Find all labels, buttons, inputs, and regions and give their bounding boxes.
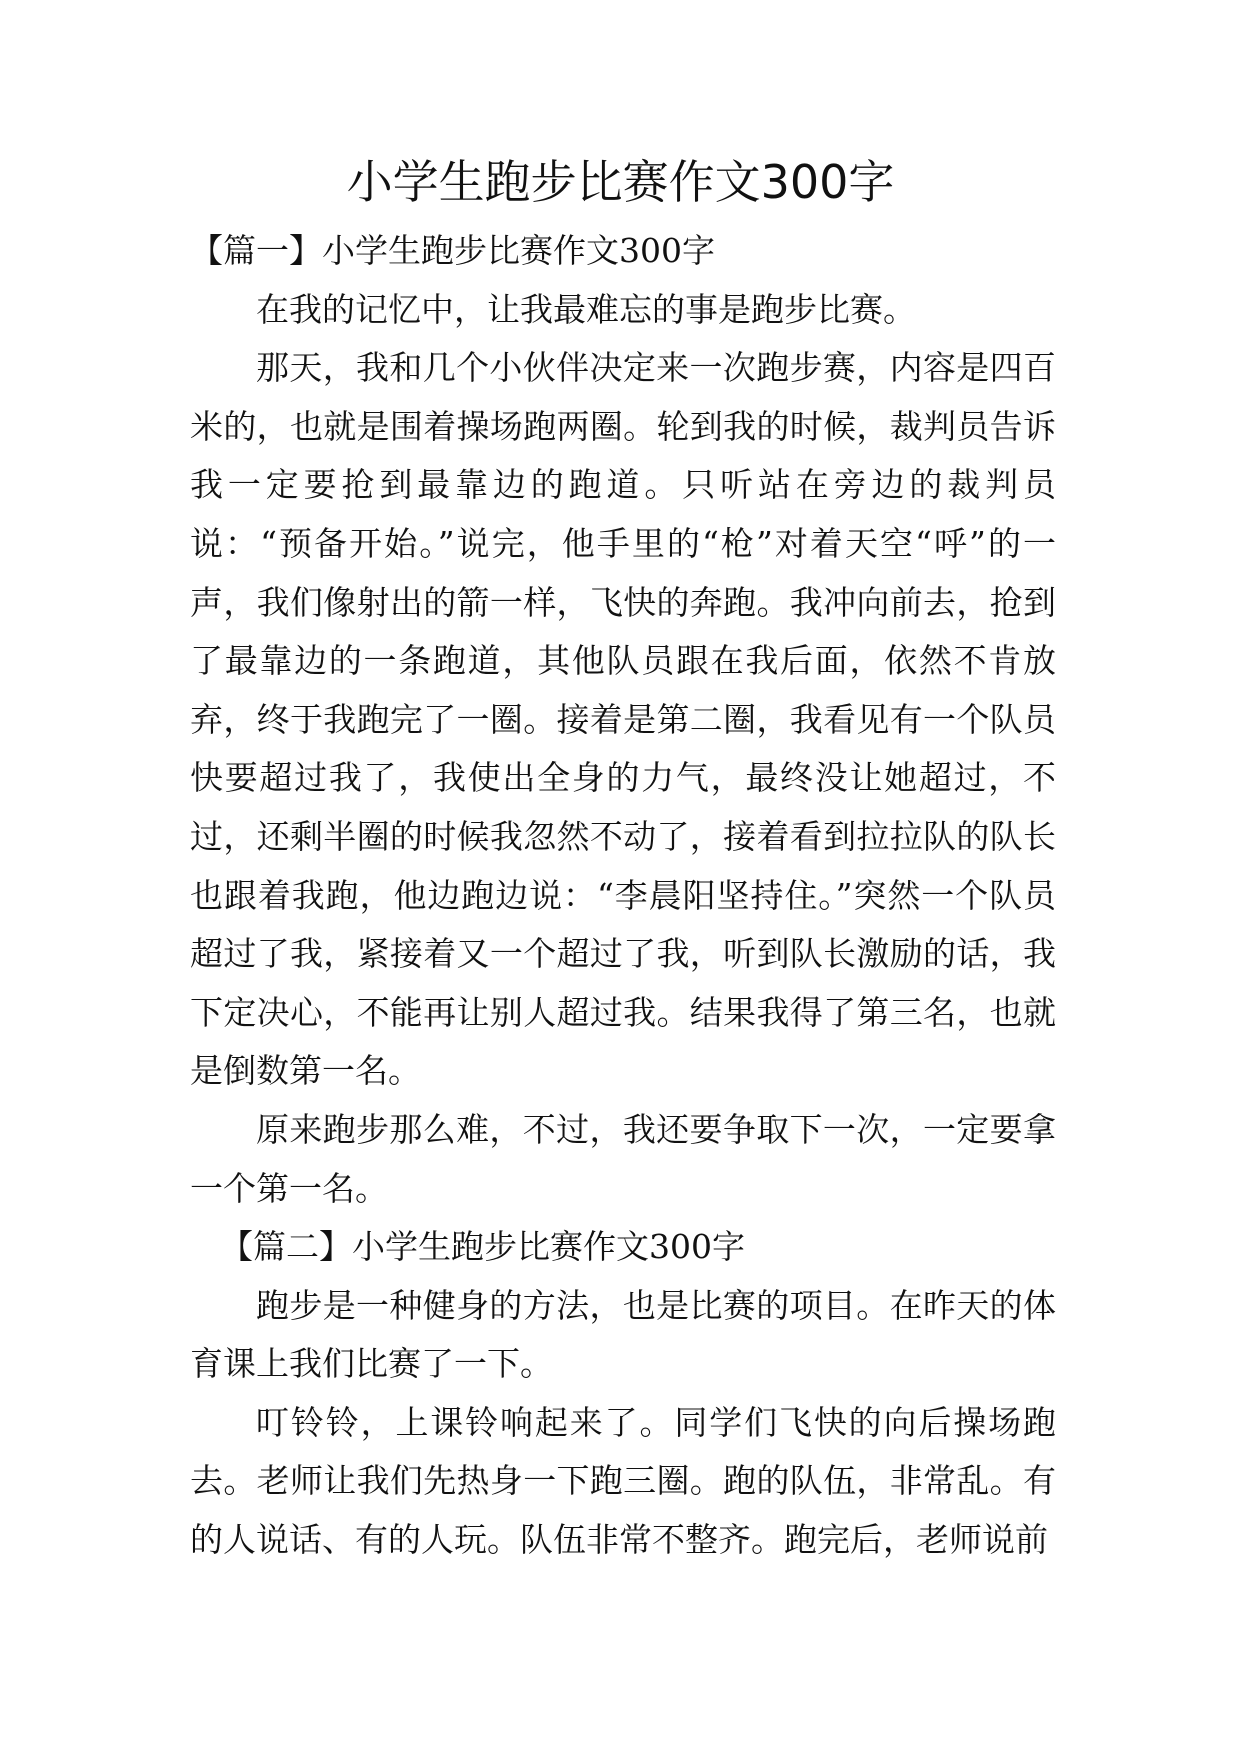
document-title: 小学生跑步比赛作文300字 (346, 155, 895, 209)
paragraph: 那天，我和几个小伙伴决定来一次跑步赛，内容是四百米的，也就是围着操场跑两圈。轮到我的时候，裁判员告诉我一定要抢到最靠边的跑道。只听站在旁边的裁判员说：“预备开始。”说完，他手里的“枪”对着天空“呼”的一声，我们像射出的箭一样，飞快的奔跑。我冲向前去，抢到了最靠边的一条跑道，其他队员跟在我后面，依然不肯放弃，终于我跑完了一圈。接着是第二圈，我看见有一个队员快要超过我了，我使出全身的力气，最终没让她超过，不过，还剩半圈的时候我忽然不动了，接着看到拉拉队的队长也跟着我跑，他边跑边说：“李晨阳坚持住。”突然一个队员超过了我，紧接着又一个超过了我，听到队长激励的话，我下定决心，不能再让别人超过我。结果我得了第三名，也就是倒数第一名。 (190, 348, 1056, 1091)
paragraph: 跑步是一种健身的方法，也是比赛的项目。在昨天的体育课上我们比赛了一下。 (190, 1285, 1056, 1384)
paragraph: 在我的记忆中，让我最难忘的事是跑步比赛。 (256, 289, 916, 329)
section-heading-2: 【篇二】小学生跑步比赛作文300字 (220, 1227, 745, 1267)
section-heading-1: 【篇一】小学生跑步比赛作文300字 (190, 231, 715, 270)
document-body (190, 222, 1056, 1570)
paragraph: 原来跑步那么难，不过，我还要争取下一次，一定要拿一个第一名。 (190, 1109, 1056, 1208)
paragraph: 叮铃铃，上课铃响起来了。同学们飞快的向后操场跑去。老师让我们先热身一下跑三圈。跑的队伍，非常乱。有的人说话、有的人玩。队伍非常不整齐。跑完后，老师说前 (190, 1402, 1056, 1560)
